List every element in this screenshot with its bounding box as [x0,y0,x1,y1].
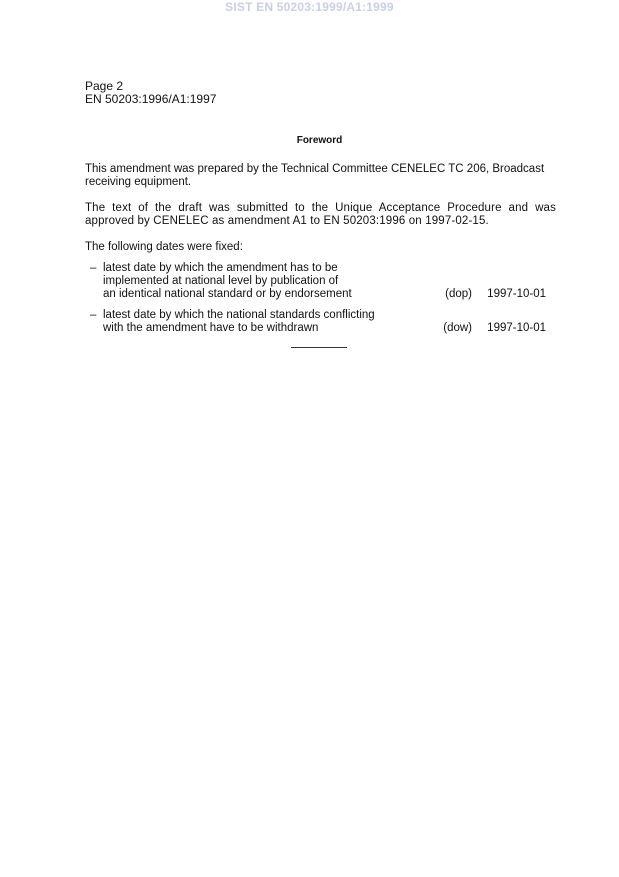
date-item-line: an identical national standard or by endorsement [103,288,352,300]
date-value: 1997-10-01 [487,288,546,300]
date-item-line: with the amendment have to be withdrawn [103,322,319,334]
date-abbreviation: (dow) [443,322,472,334]
foreword-heading: Foreword [296,135,343,146]
paragraph-committee: This amendment was prepared by the Technical Committee CENELEC TC 206, Broadcast receiving equipment. [85,163,545,188]
date-item-dow [85,309,555,335]
list-dash: – [90,309,97,321]
document-id: EN 50203:1996/A1:1997 [85,92,217,106]
date-abbreviation: (dop) [445,288,472,300]
date-item-line: latest date by which the national standards conflicting [103,309,375,321]
date-item-dop [85,262,555,301]
page-header [85,80,216,106]
page-number: Page 2 [85,79,124,93]
date-item-line: implemented at national level by publication of [103,275,339,287]
watermark-text: SIST EN 50203:1999/A1:1999 [225,0,394,14]
date-value: 1997-10-01 [487,322,546,334]
paragraph-approval: The text of the draft was submitted to the Unique Acceptance Procedure and was approved by CENELEC as amendment A1 to EN 50203:1996 on 1997-02-15. [85,202,556,227]
date-item-line: latest date by which the amendment has to be [103,262,338,274]
list-dash: – [90,262,97,274]
paragraph-dates-intro: The following dates were fixed: [85,241,243,253]
end-divider [291,347,347,348]
